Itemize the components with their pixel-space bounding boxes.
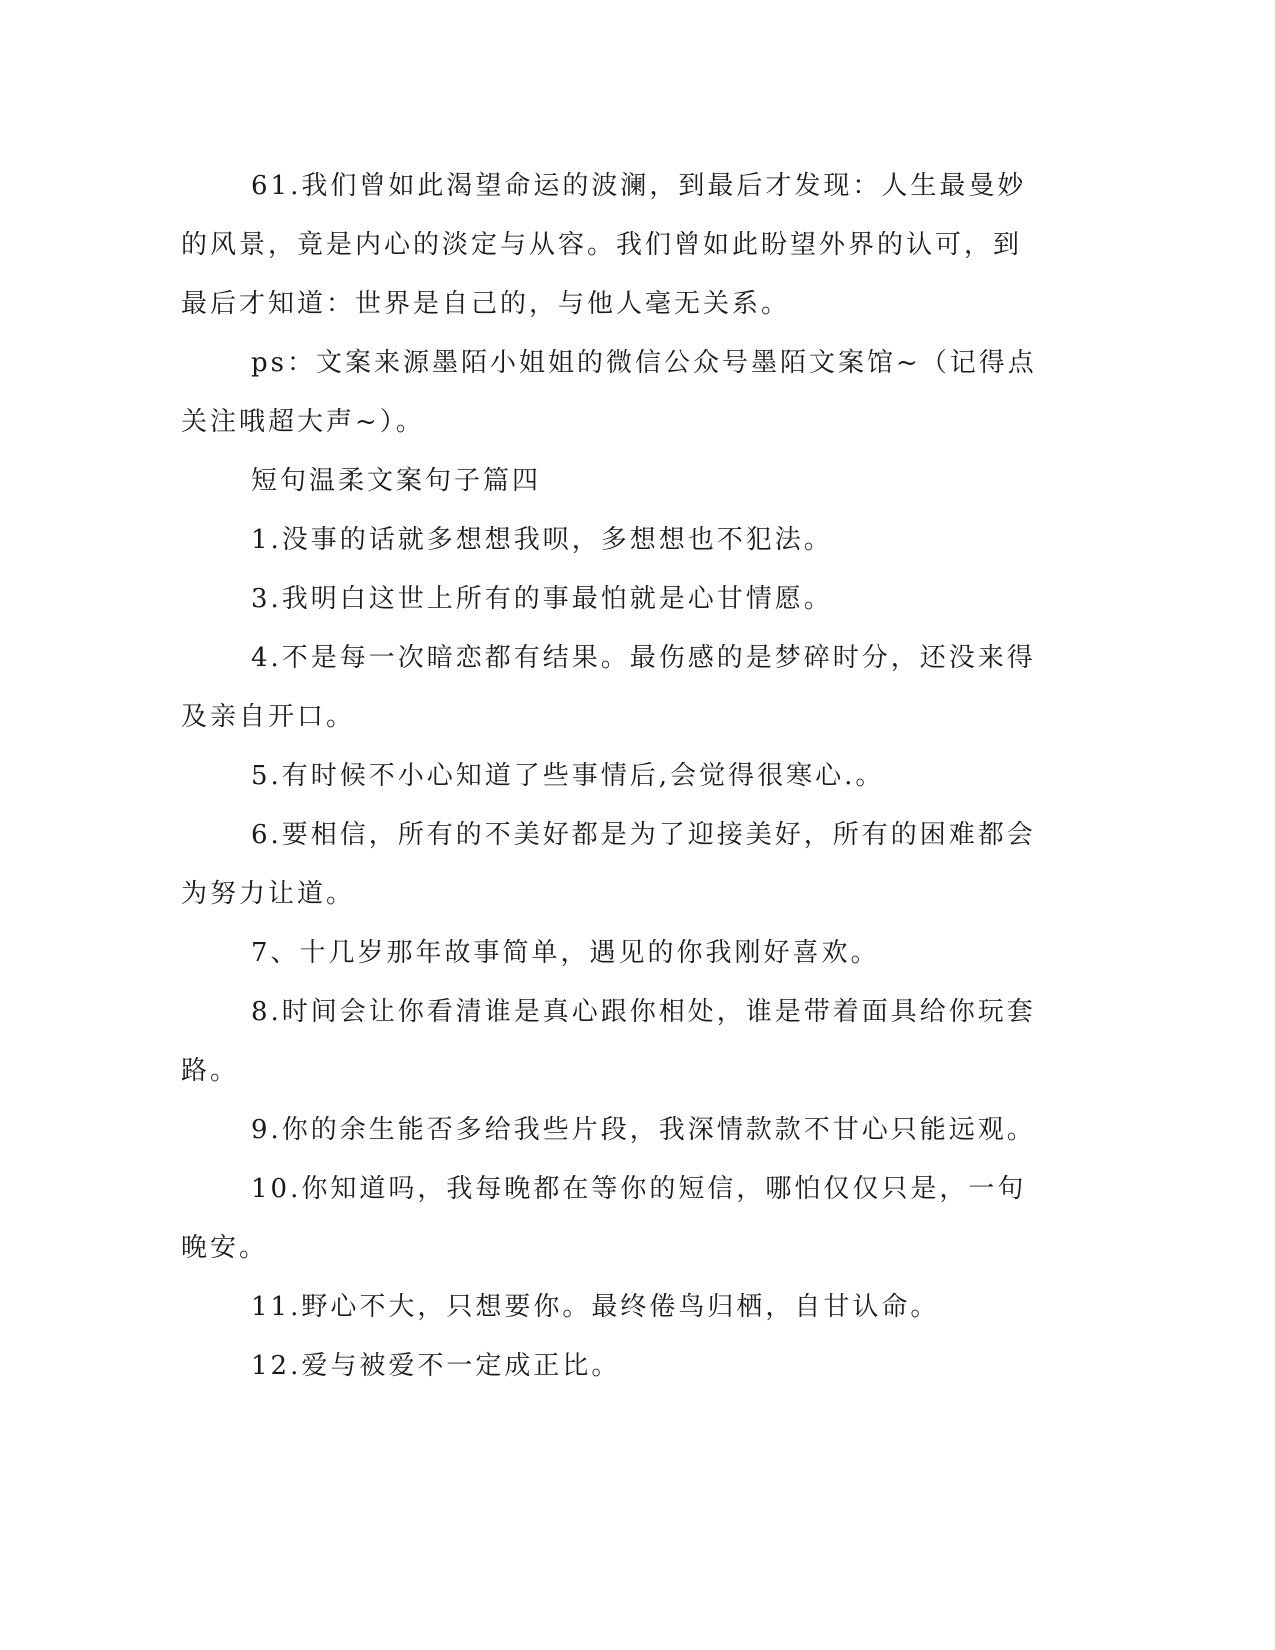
paragraph-quote-11: 11.野心不大，只想要你。最终倦鸟归栖，自甘认命。 [251,1292,940,1322]
paragraph-quote-5: 5.有时候不小心知道了些事情后,会觉得很寒心.。 [251,761,885,791]
paragraph-quote-12: 12.爱与被爱不一定成正比。 [251,1351,621,1381]
paragraph-quote-7: 7、十几岁那年故事简单，遇见的你我刚好喜欢。 [251,938,880,968]
document-body [181,157,1041,1396]
paragraph-quote-4: 4.不是每一次暗恋都有结果。最伤感的是梦碎时分，还没来得及亲自开口。 [181,643,1036,732]
paragraph-source-note: ps：文案来源墨陌小姐姐的微信公众号墨陌文案馆~（记得点关注哦超大声~）。 [181,348,1037,437]
paragraph-quote-6: 6.要相信，所有的不美好都是为了迎接美好，所有的困难都会为努力让道。 [181,820,1036,909]
paragraph-quote-8: 8.时间会让你看清谁是真心跟你相处，谁是带着面具给你玩套路。 [181,997,1036,1086]
paragraph-quote-3: 3.我明白这世上所有的事最怕就是心甘情愿。 [251,584,833,614]
paragraph-quote-9: 9.你的余生能否多给我些片段，我深情款款不甘心只能远观。 [251,1115,1036,1145]
paragraph-quote-61: 61.我们曾如此渴望命运的波澜，到最后才发现：人生最曼妙的风景，竟是内心的淡定与从容。我们曾如此盼望外界的认可，到最后才知道：世界是自己的，与他人毫无关系。 [181,171,1027,319]
section-heading: 短句温柔文案句子篇四 [251,466,542,496]
paragraph-quote-1: 1.没事的话就多想想我呗，多想想也不犯法。 [251,525,833,555]
paragraph-quote-10: 10.你知道吗，我每晚都在等你的短信，哪怕仅仅只是，一句晚安。 [181,1174,1027,1263]
